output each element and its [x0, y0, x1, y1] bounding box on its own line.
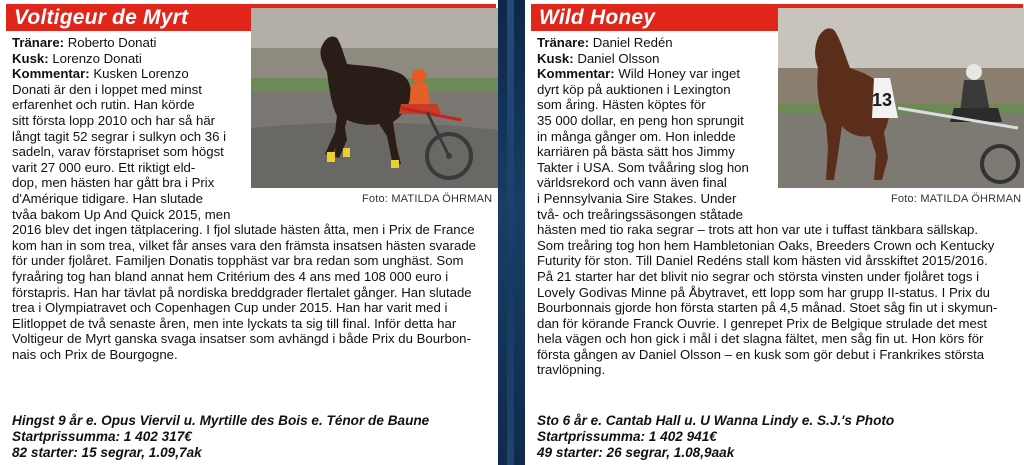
race-record: 82 starter: 15 segrar, 1.09,7ak: [12, 445, 202, 460]
comment-line: fyraåring tog han bland annat hem Critérium des 4 ans med 108 000 euro i: [12, 268, 449, 284]
comment-line: Futurity för ston. Till Daniel Redéns stall kom hästen vid årsskiftet 2015/2016.: [537, 253, 988, 269]
comment-line: Donati är den i loppet med minst: [12, 81, 202, 97]
horse-card-left: [0, 0, 498, 465]
pedigree: Sto 6 år e. Cantab Hall u. U Wanna Lindy e. S.J.'s Photo: [537, 413, 895, 428]
comment-line: som åring. Hästen köptes för: [537, 97, 706, 113]
comment-line: dan för körande Franck Ouvrie. I genrepet Prix de Belgique strulade det mest: [537, 315, 988, 331]
comment-line: Takter i USA. Som tvååring slog hon: [537, 159, 749, 175]
prize-money: Startprissumma: 1 402 941€: [537, 429, 717, 444]
trainer-label: Tränare:: [537, 35, 590, 50]
comment-line: förstapris. Han har tävlat på nordiska breddgrader flertalet gånger. Han slutade: [12, 284, 472, 300]
comment-line: in många gånger om. Hon inledde: [537, 128, 736, 144]
comment-line: sadeln, varav förstapriset som högst: [12, 144, 224, 160]
horse-description: [537, 35, 997, 378]
comment-line: sitt första lopp 2010 och har så här: [12, 112, 216, 128]
driver-value: Lorenzo Donati: [52, 50, 142, 66]
comment-line: Bourbonnais gjorde hon första starten på 4,5 månad. Stoet såg fin ut i skymun-: [537, 300, 998, 316]
driver-label: Kusk:: [537, 50, 574, 66]
comment-label: Kommentar:: [537, 66, 615, 82]
comment-line: kom han in som trea, vilket får anses vara den främsta insatsen hästen svarade: [12, 237, 476, 253]
horse-card-right: [525, 0, 1024, 465]
trainer-value: Roberto Donati: [67, 35, 157, 50]
comment-line: Elitloppet de två senaste åren, men inte lyckats ta sig till final. Inför detta har: [12, 315, 457, 331]
page-gutter: [498, 0, 525, 465]
comment-line: Voltigeur de Myrt ganska svaga insatser som avhängd i både Prix du Bourbon-: [12, 331, 471, 347]
comment-line: varit 27 000 euro. Ett riktigt eld-: [12, 159, 196, 175]
comment-line: Kusken Lorenzo: [93, 66, 189, 82]
bib-number: 13: [871, 90, 893, 110]
driver-row: [537, 51, 997, 67]
comment-line: travlöpning.: [537, 362, 606, 378]
horse-stats: [12, 413, 429, 461]
horse-name-title: Wild Honey: [539, 5, 656, 29]
comment-line: i Pennsylvania Sire Stakes. Under: [537, 190, 737, 206]
comment-line: världsrekord och vann även final: [537, 175, 727, 191]
trainer-row: [12, 35, 476, 51]
comment-row: [12, 66, 476, 82]
comment-line: d'Amérique tidigare. Han slutade: [12, 190, 203, 206]
comment-line: tvåa bakom Up And Quick 2015, men: [12, 206, 231, 222]
comment-line: Lovely Godivas Minne på Åbytravet, ett lopp som har grupp II-status. I Prix du: [537, 284, 990, 300]
horse-description: [12, 35, 476, 362]
comment-line: 35 000 dollar, en peng hon sprungit: [537, 112, 744, 128]
comment-line: nais och Prix de Bourgogne.: [12, 346, 178, 362]
horse-stats: [537, 413, 894, 461]
comment-line: hela vägen och hon gick i mål i det slagna fältet, men såg fin ut. Hon körs för: [537, 331, 984, 347]
race-record: 49 starter: 26 segrar, 1.08,9aak: [537, 445, 735, 460]
trainer-row: [537, 35, 997, 51]
trainer-value: Daniel Redén: [592, 35, 673, 50]
comment-line: långt tagit 52 segrar i sulkyn och 36 i: [12, 128, 227, 144]
comment-line: Wild Honey var inget: [618, 66, 741, 82]
comment-row: [537, 66, 997, 82]
driver-value: Daniel Olsson: [577, 50, 660, 66]
photo-credit: Foto: MATILDA ÖHRMAN: [891, 193, 1022, 205]
comment-line: hästen med tio raka segrar – trots att hon var ute i tuffast tänkbara sällskap.: [537, 222, 979, 238]
comment-line: första gången av Daniel Olsson – en kusk som gör debut i Frankrikes största: [537, 346, 985, 362]
prize-money: Startprissumma: 1 402 317€: [12, 429, 192, 444]
comment-line: trea i Olympiatravet och Copenhagen Cup under 2015. Han har varit med i: [12, 300, 448, 316]
horse-name-title: Voltigeur de Myrt: [14, 5, 189, 29]
comment-line: karriären på bästa sätt hos Jimmy: [537, 144, 735, 160]
pedigree: Hingst 9 år e. Opus Viervil u. Myrtille des Bois e. Ténor de Baune: [12, 413, 430, 428]
comment-line: dyrt köp på auktionen i Lexington: [537, 81, 731, 97]
comment-line: Som treåring tog hon hem Hambletonian Oaks, Breeders Crown och Kentucky: [537, 237, 995, 253]
comment-label: Kommentar:: [12, 66, 90, 82]
photo-credit: Foto: MATILDA ÖHRMAN: [362, 193, 493, 205]
comment-line: för under fjolåret. Familjen Donatis topphäst var bra redan som unghäst. Som: [12, 253, 464, 269]
trainer-label: Tränare:: [12, 35, 65, 50]
comment-line: två- och treåringssäsongen ståtade: [537, 206, 743, 222]
comment-line: På 21 starter har det blivit nio segrar och största vinsten under fjolåret togs i: [537, 268, 980, 284]
driver-label: Kusk:: [12, 50, 49, 66]
driver-row: [12, 51, 476, 67]
comment-line: 2016 blev det ingen tätplacering. I fjol slutade hästen åtta, men i Prix de France: [12, 222, 475, 238]
comment-line: dop, men hästen har gått bra i Prix: [12, 175, 215, 191]
comment-line: erfarenhet och rutin. Han körde: [12, 97, 195, 113]
